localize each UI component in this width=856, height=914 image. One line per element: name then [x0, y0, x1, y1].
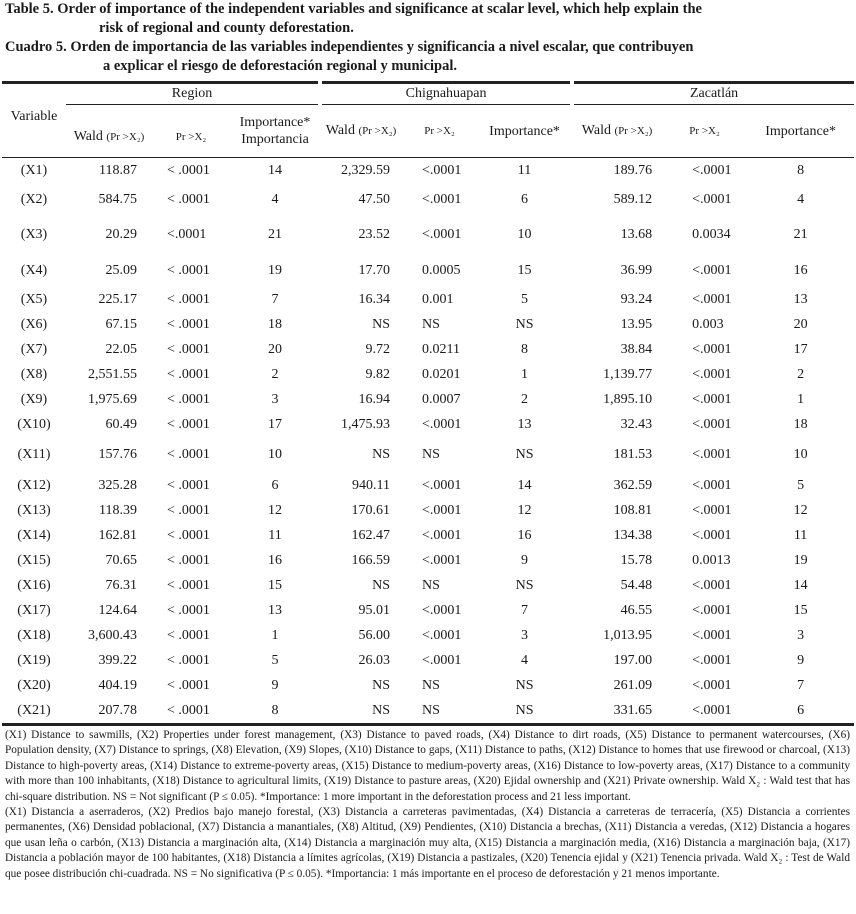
table-row	[2, 337, 854, 362]
zacatlan-importance-cell: 19	[793, 552, 808, 568]
region-wald-cell: 225.17	[98, 291, 137, 307]
chignahuapan-importance-cell: 13	[517, 416, 532, 432]
region-importance-cell: 16	[268, 552, 283, 568]
chignahuapan-wald-cell: 17.70	[358, 262, 391, 278]
zacatlan-importance-cell: 18	[793, 416, 808, 432]
table-row	[2, 287, 854, 312]
chignahuapan-wald-cell: 940.11	[352, 477, 391, 493]
table-row	[2, 598, 854, 623]
zacatlan-wald-cell: 261.09	[613, 677, 653, 693]
chignahuapan-pr-cell: <.0001	[422, 552, 462, 568]
zacatlan-importance-cell: 10	[793, 447, 808, 462]
chignahuapan-importance-cell: NS	[515, 447, 534, 462]
table-row	[2, 473, 854, 498]
chignahuapan-importance-cell: 7	[521, 602, 529, 618]
zacatlan-wald-cell: 134.38	[613, 527, 653, 543]
chignahuapan-importance-cell: 2	[521, 391, 529, 407]
table-row	[2, 498, 854, 523]
chignahuapan-wald-cell: 9.82	[365, 366, 391, 382]
region-wald-cell: 60.49	[105, 416, 137, 432]
zacatlan-pr-cell: <.0001	[692, 163, 732, 178]
zacatlan-pr-cell: <.0001	[692, 341, 732, 357]
chignahuapan-importance-cell: 10	[517, 227, 532, 242]
zacatlan-pr-cell: <.0001	[692, 627, 732, 643]
region-wald-cell: 2,551.55	[88, 366, 137, 382]
chignahuapan-pr-cell: <.0001	[422, 163, 462, 178]
zacatlan-pr-cell: <.0001	[692, 192, 732, 207]
table-body	[2, 158, 854, 725]
table-row	[2, 548, 854, 573]
variable-cell: (X18)	[17, 627, 51, 643]
region-wald-cell: 118.87	[99, 163, 137, 178]
region-pr-cell: < .0001	[167, 366, 210, 382]
chignahuapan-wald-cell: 47.50	[358, 192, 391, 207]
region-importance-cell: 14	[268, 163, 283, 178]
variable-cell: (X13)	[17, 502, 51, 518]
region-importance-cell: 6	[271, 477, 279, 493]
zacatlan-wald-cell: 189.76	[613, 163, 653, 178]
caption-label: Cuadro 5.	[5, 39, 67, 55]
chignahuapan-wald-cell: 26.03	[358, 652, 391, 668]
chignahuapan-importance-cell: 8	[521, 341, 529, 357]
chignahuapan-wald-cell: 9.72	[365, 341, 391, 357]
zacatlan-importance-cell: 13	[793, 291, 808, 307]
region-header: Region	[66, 83, 320, 105]
variable-cell: (X8)	[20, 366, 48, 382]
variable-cell: (X5)	[20, 291, 48, 307]
zacatlan-wald-cell: 54.48	[620, 577, 653, 593]
chignahuapan-pr-cell: <.0001	[422, 627, 462, 643]
region-importance-cell: 20	[268, 341, 283, 357]
zacatlan-importance-cell: 12	[793, 502, 808, 518]
caption-text: Orden de importancia de las variables independientes y significancia a nivel escalar, que contribuyen	[70, 39, 694, 55]
region-wald-cell: 67.15	[105, 316, 137, 332]
zacatlan-pr-cell: <.0001	[692, 416, 732, 432]
region-pr-cell: < .0001	[167, 262, 210, 278]
region-pr-cell: < .0001	[167, 341, 210, 357]
region-pr-cell: < .0001	[167, 163, 210, 178]
chignahuapan-wald-cell: 2,329.59	[341, 163, 391, 178]
column-header-row	[2, 105, 854, 158]
zacatlan-wald-cell: 15.78	[620, 552, 653, 568]
region-wald-cell: 124.64	[98, 602, 137, 618]
wald-header: Wald (Pr >X₂)	[320, 105, 402, 158]
chignahuapan-pr-cell: NS	[422, 577, 440, 593]
zacatlan-header: Zacatlán	[572, 83, 854, 105]
table-row	[2, 216, 854, 254]
variable-cell: (X10)	[17, 416, 51, 432]
chignahuapan-pr-cell: 0.0007	[422, 391, 461, 407]
region-importance-cell: 8	[230, 698, 320, 725]
region-importance-cell: 18	[268, 316, 283, 332]
zacatlan-pr-cell: <.0001	[692, 602, 732, 618]
region-pr-cell: < .0001	[167, 527, 210, 543]
zacatlan-pr-cell: <.0001	[692, 527, 732, 543]
zacatlan-pr-cell: <.0001	[692, 652, 732, 668]
region-pr-cell: < .0001	[167, 447, 210, 462]
zacatlan-importance-cell: 9	[797, 652, 805, 668]
region-pr-cell: < .0001	[167, 192, 210, 207]
chignahuapan-importance-cell: 16	[517, 527, 532, 543]
chignahuapan-wald-cell: 56.00	[358, 627, 391, 643]
chignahuapan-pr-cell: NS	[402, 698, 477, 725]
caption-text-continued: a explicar el riesgo de deforestación regional y municipal.	[103, 58, 458, 74]
group-header-row	[2, 83, 854, 105]
pr-header: Pr >X₂	[662, 105, 747, 158]
caption-text-continued: risk of regional and county deforestation.	[99, 20, 354, 36]
region-importance-cell: 2	[271, 366, 279, 382]
wald-header: Wald (Pr >X₂)	[572, 105, 662, 158]
region-importance-cell: 7	[271, 291, 279, 307]
region-importance-cell: 17	[268, 416, 283, 432]
chignahuapan-wald-cell: 23.52	[358, 227, 391, 242]
importance-header: Importance* Importancia	[230, 105, 320, 158]
region-wald-cell: 157.76	[98, 447, 137, 462]
chignahuapan-wald-cell: 1,475.93	[341, 416, 391, 432]
zacatlan-pr-cell: <.0001	[692, 291, 732, 307]
chignahuapan-wald-cell: NS	[372, 447, 391, 462]
variable-cell: (X15)	[17, 552, 51, 568]
chignahuapan-importance-cell: 5	[521, 291, 529, 307]
zacatlan-wald-cell: 38.84	[620, 341, 653, 357]
variable-cell: (X6)	[20, 316, 48, 332]
region-importance-cell: 1	[271, 627, 279, 643]
zacatlan-wald-cell: 13.68	[620, 227, 653, 242]
chignahuapan-importance-cell: NS	[477, 698, 572, 725]
zacatlan-wald-cell: 1,139.77	[603, 366, 653, 382]
chignahuapan-wald-cell: 95.01	[358, 602, 391, 618]
zacatlan-wald-cell: 13.95	[620, 316, 653, 332]
region-pr-cell: < .0001	[167, 391, 210, 407]
caption-label: Table 5.	[5, 1, 54, 17]
variable-cell: (X21)	[2, 698, 66, 725]
zacatlan-wald-cell: 108.81	[613, 502, 653, 518]
zacatlan-importance-cell: 20	[793, 316, 808, 332]
chignahuapan-importance-cell: 3	[521, 627, 529, 643]
importance-header: Importance*	[477, 105, 572, 158]
table-row	[2, 412, 854, 437]
chignahuapan-wald-cell: NS	[372, 677, 391, 693]
region-importance-cell: 19	[268, 262, 283, 278]
variable-cell: (X16)	[17, 577, 51, 593]
chignahuapan-wald-cell: NS	[372, 316, 391, 332]
zacatlan-importance-cell: 16	[793, 262, 808, 278]
table-row	[2, 158, 854, 185]
chignahuapan-importance-cell: 6	[521, 192, 529, 207]
chignahuapan-pr-cell: 0.0201	[422, 366, 461, 382]
region-wald-cell: 118.39	[99, 502, 137, 518]
region-pr-cell: < .0001	[152, 698, 230, 725]
zacatlan-importance-cell: 2	[797, 366, 805, 382]
region-wald-cell: 404.19	[98, 677, 137, 693]
region-pr-cell: < .0001	[167, 652, 210, 668]
chignahuapan-pr-cell: NS	[422, 447, 440, 462]
region-pr-cell: < .0001	[167, 477, 210, 493]
region-wald-cell: 162.81	[98, 527, 137, 543]
table-caption-spanish	[0, 38, 856, 76]
zacatlan-importance-cell: 7	[797, 677, 805, 693]
region-wald-cell: 20.29	[105, 227, 137, 242]
chignahuapan-importance-cell: 4	[521, 652, 529, 668]
chignahuapan-pr-cell: <.0001	[422, 192, 462, 207]
table-row	[2, 623, 854, 648]
chignahuapan-pr-cell: 0.0211	[422, 341, 461, 357]
region-importance-cell: 12	[268, 502, 283, 518]
zacatlan-wald-cell: 589.12	[613, 192, 653, 207]
chignahuapan-wald-cell: 170.61	[351, 502, 391, 518]
zacatlan-pr-cell: <.0001	[692, 391, 732, 407]
region-pr-cell: < .0001	[167, 677, 210, 693]
footnote-english: (X1) Distance to sawmills, (X2) Properties under forest management, (X3) Distance to paved roads, (X4) Distance to dirt roads, (X5) Distance to permanent watercourses, (X6) Population density, (X7) Distance to springs, (X8) Elevation, (X9) Slopes, (X10) Distance to gaps, (X11) Distance to paths, (X12) Distance to homes that use firewood or charcoal, (X13) Distance to high-poverty areas, (X14) Distance to extreme-poverty areas, (X15) Distance to medium-poverty areas, (X16) Distance to low-poverty areas, (X17) Distance to a community with more than 100 inhabitants, (X18) Distance to agricultural limits, (X19) Distance to pasture areas, (X20) Ejidal ownership and (X21) Private ownership. Wald X₂ : Wald test that has chi-square distribution. NS = Not significant (P ≤ 0.05). *Importance: 1 more important in the deforestation process and 21 less important.	[5, 729, 850, 803]
chignahuapan-header: Chignahuapan	[320, 83, 572, 105]
zacatlan-pr-cell: <.0001	[692, 577, 732, 593]
region-importance-cell: 13	[268, 602, 283, 618]
region-wald-cell: 399.22	[98, 652, 137, 668]
region-wald-cell: 76.31	[105, 577, 137, 593]
chignahuapan-wald-cell: 16.34	[358, 291, 391, 307]
variable-cell: (X17)	[17, 602, 51, 618]
table-row	[2, 184, 854, 216]
table-row	[2, 254, 854, 287]
chignahuapan-importance-cell: 11	[517, 163, 532, 178]
table-row	[2, 648, 854, 673]
variable-cell: (X2)	[20, 192, 48, 207]
table-row	[2, 362, 854, 387]
importance-header: Importance*	[747, 105, 854, 158]
zacatlan-wald-cell: 181.53	[613, 447, 653, 462]
region-pr-cell: < .0001	[167, 602, 210, 618]
zacatlan-pr-cell: <.0001	[692, 477, 732, 493]
region-importance-cell: 5	[271, 652, 279, 668]
region-pr-cell: < .0001	[167, 502, 210, 518]
region-pr-cell: < .0001	[167, 316, 210, 332]
chignahuapan-importance-cell: 12	[517, 502, 532, 518]
region-pr-cell: < .0001	[167, 416, 210, 432]
variable-cell: (X19)	[17, 652, 51, 668]
chignahuapan-pr-cell: 0.001	[422, 291, 454, 307]
zacatlan-pr-cell: <.0001	[662, 698, 747, 725]
chignahuapan-wald-cell: 16.94	[358, 391, 391, 407]
zacatlan-importance-cell: 14	[793, 577, 808, 593]
chignahuapan-wald-cell: NS	[320, 698, 402, 725]
region-pr-cell: < .0001	[167, 291, 210, 307]
region-pr-cell: < .0001	[167, 552, 210, 568]
caption-text: Order of importance of the independent variables and significance at scalar level, which help explain the	[57, 1, 702, 17]
region-importance-cell: 4	[271, 192, 279, 207]
chignahuapan-wald-cell: 166.59	[351, 552, 391, 568]
variable-cell: (X4)	[20, 262, 48, 278]
variable-cell: (X9)	[20, 391, 48, 407]
region-pr-cell: <.0001	[167, 227, 207, 242]
variable-cell: (X1)	[20, 163, 48, 178]
wald-header: Wald (Pr >X₂)	[66, 105, 152, 158]
chignahuapan-pr-cell: <.0001	[422, 652, 462, 668]
table-footnotes	[0, 726, 856, 882]
variable-cell: (X20)	[17, 677, 51, 693]
region-wald-cell: 207.78	[66, 698, 152, 725]
zacatlan-wald-cell: 93.24	[620, 291, 653, 307]
table-row	[2, 573, 854, 598]
region-wald-cell: 325.28	[98, 477, 137, 493]
table-row	[2, 523, 854, 548]
region-pr-cell: < .0001	[167, 627, 210, 643]
zacatlan-pr-cell: 0.003	[692, 316, 724, 332]
chignahuapan-importance-cell: 15	[517, 262, 532, 278]
zacatlan-pr-cell: <.0001	[692, 677, 732, 693]
zacatlan-pr-cell: 0.0013	[692, 552, 731, 568]
zacatlan-wald-cell: 32.43	[620, 416, 653, 432]
region-importance-cell: 9	[271, 677, 279, 693]
variable-cell: (X7)	[20, 341, 48, 357]
zacatlan-wald-cell: 36.99	[620, 262, 653, 278]
zacatlan-importance-cell: 15	[793, 602, 808, 618]
table-row	[2, 312, 854, 337]
zacatlan-importance-cell: 4	[797, 192, 805, 207]
region-pr-cell: < .0001	[167, 577, 210, 593]
chignahuapan-pr-cell: <.0001	[422, 416, 462, 432]
region-importance-cell: 10	[268, 447, 283, 462]
chignahuapan-pr-cell: <.0001	[422, 227, 462, 242]
region-importance-cell: 21	[268, 227, 283, 242]
chignahuapan-importance-cell: 1	[521, 366, 529, 382]
region-wald-cell: 1,975.69	[88, 391, 137, 407]
zacatlan-importance-cell: 21	[793, 227, 808, 242]
region-wald-cell: 25.09	[105, 262, 137, 278]
variable-header: Variable	[2, 83, 66, 158]
region-wald-cell: 3,600.43	[88, 627, 137, 643]
region-wald-cell: 70.65	[105, 552, 137, 568]
importance-table	[2, 81, 854, 726]
chignahuapan-importance-cell: NS	[515, 577, 534, 593]
zacatlan-pr-cell: <.0001	[692, 502, 732, 518]
table-row	[2, 437, 854, 473]
table-caption-english	[0, 0, 856, 38]
zacatlan-pr-cell: <.0001	[692, 447, 732, 462]
zacatlan-wald-cell: 197.00	[613, 652, 653, 668]
region-importance-cell: 3	[271, 391, 279, 407]
footnote-spanish: (X1) Distancia a aserraderos, (X2) Predios bajo manejo forestal, (X3) Distancia a carreteras pavimentadas, (X4) Distancia a carreteras de terracería, (X5) Distancia a corrientes permanentes, (X6) Densidad poblacional, (X7) Distancia a manantiales, (X8) Altitud, (X9) Pendientes, (X10) Distancia a brechas, (X11) Distancia a veredas, (X12) Distancia a hogares que usan leña o carbón, (X13) Distancia a marginación alta, (X14) Distancia a marginación muy alta, (X15) Distancia a marginación media, (X16) Distancia a marginación baja, (X17) Distancia a población mayor de 100 habitantes, (X18) Distancia a límites agrícolas, (X19) Distancia a pastizales, (X20) Tenencia ejidal y (X21) Tenencia privada. Wald X₂ : Test de Wald que posee distribución chi-cuadrada. NS = No significativa (P ≤ 0.05). *Importancia: 1 más importante en el proceso de deforestación y 21 menos importante.	[5, 806, 850, 880]
region-wald-cell: 22.05	[105, 341, 137, 357]
chignahuapan-wald-cell: 162.47	[351, 527, 391, 543]
pr-header: Pr >X₂	[402, 105, 477, 158]
chignahuapan-pr-cell: NS	[422, 316, 440, 332]
chignahuapan-wald-cell: NS	[372, 577, 391, 593]
chignahuapan-pr-cell: <.0001	[422, 527, 462, 543]
zacatlan-importance-cell: 11	[793, 527, 808, 543]
chignahuapan-pr-cell: NS	[422, 677, 440, 693]
chignahuapan-pr-cell: <.0001	[422, 502, 462, 518]
variable-cell: (X14)	[17, 527, 51, 543]
table-row	[2, 387, 854, 412]
table-row	[2, 698, 854, 725]
zacatlan-wald-cell: 331.65	[572, 698, 662, 725]
chignahuapan-pr-cell: <.0001	[422, 602, 462, 618]
zacatlan-importance-cell: 5	[797, 477, 805, 493]
zacatlan-pr-cell: <.0001	[692, 366, 732, 382]
chignahuapan-importance-cell: NS	[515, 677, 534, 693]
chignahuapan-importance-cell: 9	[521, 552, 529, 568]
region-wald-cell: 584.75	[98, 192, 137, 207]
zacatlan-wald-cell: 362.59	[613, 477, 653, 493]
variable-cell: (X3)	[20, 227, 48, 242]
chignahuapan-pr-cell: 0.0005	[422, 262, 461, 278]
region-importance-cell: 11	[268, 527, 282, 543]
zacatlan-wald-cell: 1,013.95	[603, 627, 653, 643]
table-row	[2, 673, 854, 698]
zacatlan-importance-cell: 6	[747, 698, 854, 725]
zacatlan-wald-cell: 46.55	[620, 602, 653, 618]
pr-header: Pr >X₂	[152, 105, 230, 158]
zacatlan-importance-cell: 1	[797, 391, 805, 407]
zacatlan-pr-cell: <.0001	[692, 262, 732, 278]
chignahuapan-pr-cell: <.0001	[422, 477, 462, 493]
zacatlan-importance-cell: 8	[797, 163, 805, 178]
zacatlan-wald-cell: 1,895.10	[603, 391, 653, 407]
zacatlan-pr-cell: 0.0034	[692, 227, 731, 242]
chignahuapan-importance-cell: 14	[517, 477, 532, 493]
variable-cell: (X12)	[17, 477, 51, 493]
zacatlan-importance-cell: 17	[793, 341, 808, 357]
chignahuapan-importance-cell: NS	[515, 316, 534, 332]
zacatlan-importance-cell: 3	[797, 627, 805, 643]
variable-cell: (X11)	[17, 447, 51, 462]
region-importance-cell: 15	[268, 577, 283, 593]
